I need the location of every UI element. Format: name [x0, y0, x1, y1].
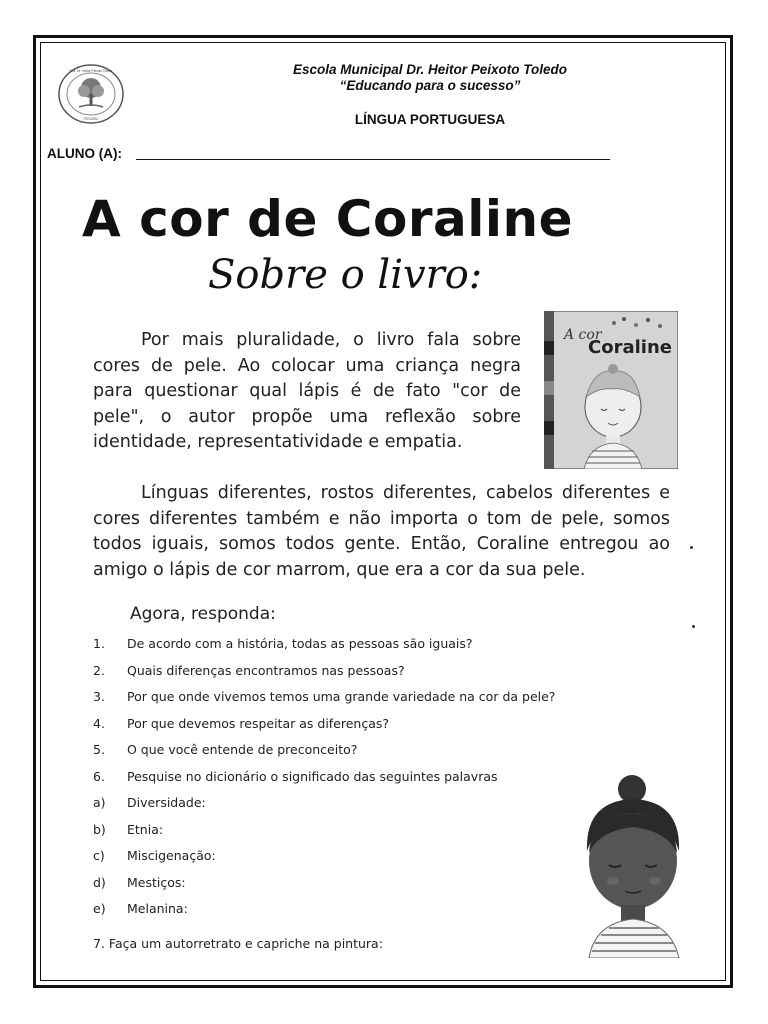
stray-dot — [690, 546, 693, 549]
question-item — [93, 848, 653, 875]
question-text: Pesquise no dicionário o significado das seguintes palavras — [127, 768, 498, 784]
question-text: Miscigenação: — [127, 848, 216, 863]
question-number: 4. — [93, 715, 105, 731]
question-item — [93, 769, 653, 796]
stray-dot — [692, 625, 695, 628]
final-task: 7. Faça um autorretrato e capriche na pintura: — [93, 936, 383, 951]
question-item — [93, 716, 653, 743]
page-title: A cor de Coraline — [82, 190, 573, 248]
question-number: 5. — [93, 742, 105, 757]
question-text: Quais diferenças encontramos nas pessoas? — [127, 662, 405, 678]
logo-text-top: E.M. Dr. Heitor Peixoto Toledo — [69, 69, 113, 73]
questions-heading: Agora, responda: — [130, 604, 276, 624]
student-name-line[interactable] — [136, 159, 610, 160]
school-motto: “Educando para o sucesso” — [339, 78, 521, 93]
student-label: ALUNO (A): — [47, 146, 122, 161]
question-text: O que você entende de preconceito? — [127, 742, 358, 757]
question-number: a) — [93, 795, 106, 810]
question-text: Diversidade: — [127, 795, 206, 810]
question-number: d) — [93, 874, 106, 890]
question-item — [93, 636, 653, 663]
school-name: Escola Municipal Dr. Heitor Peixoto Toledo — [292, 62, 568, 77]
question-number: b) — [93, 821, 106, 837]
page-subtitle: Sobre o livro: — [208, 252, 483, 298]
girl-illustration — [575, 773, 695, 958]
question-item — [93, 689, 653, 716]
logo-text-bottom: ITIRUSSU — [83, 117, 99, 121]
paragraph-1: Por mais pluralidade, o livro fala sobre cores de pele. Ao colocar uma criança negra para questionar qual lápis é de fato "cor de pele", o autor propõe uma reflexão sobre identidade, representatividade e empatia. — [93, 330, 521, 452]
question-list — [93, 636, 653, 928]
question-number: e) — [93, 901, 106, 916]
book-cover-image — [544, 311, 678, 469]
question-number: c) — [93, 848, 105, 863]
question-text: Por que onde vivemos temos uma grande variedade na cor da pele? — [127, 689, 556, 704]
question-text: Melanina: — [127, 901, 188, 916]
question-item — [93, 901, 653, 928]
question-text: De acordo com a história, todas as pessoas são iguais? — [127, 636, 473, 651]
question-number: 3. — [93, 689, 105, 704]
book-title-line1: A cor — [564, 327, 602, 343]
question-text: Etnia: — [127, 821, 164, 837]
question-item — [93, 875, 653, 902]
question-item — [93, 795, 653, 822]
subject-title: LÍNGUA PORTUGUESA — [354, 112, 506, 127]
question-text: Mestiços: — [127, 874, 186, 890]
school-seal-tree-icon — [57, 63, 125, 125]
question-item — [93, 822, 653, 849]
book-title-line2: Coraline — [588, 337, 672, 358]
question-text: Por que devemos respeitar as diferenças? — [127, 715, 390, 731]
question-item — [93, 742, 653, 769]
paragraph-2: Línguas diferentes, rostos diferentes, cabelos diferentes e cores diferentes também e não importa o tom de pele, somos todos iguais, somos todos gente. Então, Coraline entregou ao amigo o lápis de cor marrom, que era a cor da sua pele. — [93, 483, 670, 580]
question-item — [93, 663, 653, 690]
question-number: 6. — [93, 768, 105, 784]
question-number: 2. — [93, 662, 105, 678]
school-header — [240, 62, 620, 94]
question-number: 1. — [93, 636, 105, 651]
